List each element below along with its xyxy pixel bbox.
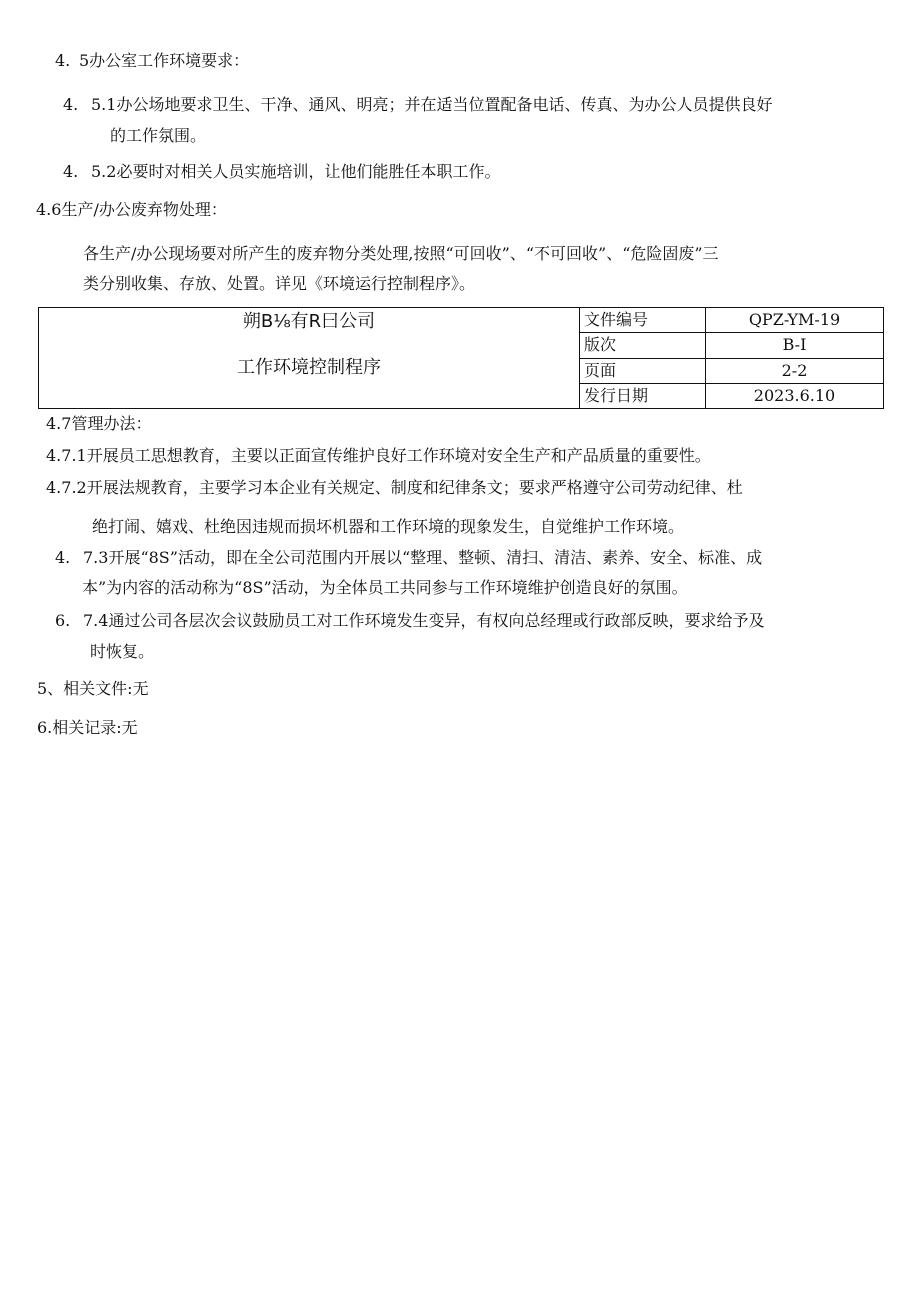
company-name: 朔B⅛有R曰公司 [242, 311, 376, 332]
section-4-5-1 [63, 95, 772, 115]
section-text: 7.4通过公司各层次会议鼓励员工对工作环境发生变异，有权向总经理或行政部反映，要求给予及 [83, 611, 765, 630]
section-number: 4. [63, 162, 79, 181]
section-text: 5.1办公场地要求卫生、干净、通风、明亮；并在适当位置配备电话、传真、为办公人员提供良好 [91, 95, 773, 114]
value-doc-number: QPZ-YM-19 [706, 308, 884, 333]
section-4-7-4-line2: 时恢复。 [90, 642, 155, 661]
section-4-7: 4.7管理办法： [46, 414, 152, 433]
label-version: 版次 [580, 333, 706, 358]
section-number: 4. [55, 51, 71, 70]
section-4-7-1: 4.7.1开展员工思想教育，主要以正面宣传维护良好工作环境对安全生产和产品质量的重要性。 [46, 446, 711, 465]
section-4-5 [55, 51, 249, 71]
value-issue-date: 2023.6.10 [706, 383, 884, 408]
section-5: 5、相关文件:无 [37, 679, 149, 698]
section-text: 5.2必要时对相关人员实施培训，让他们能胜任本职工作。 [91, 162, 501, 181]
label-page: 页面 [580, 358, 706, 383]
section-4-5-2 [63, 162, 500, 182]
section-4-7-2-line1: 4.7.2开展法规教育，主要学习本企业有关规定、制度和纪律条文；要求严格遵守公司劳动纪律、杜 [46, 478, 743, 497]
section-text: 5办公室工作环境要求： [79, 51, 250, 70]
section-4-6: 4.6生产/办公废弃物处理： [36, 200, 227, 219]
document-title: 工作环境控制程序 [237, 357, 381, 378]
section-4-7-3-line2: 本”为内容的活动称为“8S”活动，为全体员工共同参与工作环境维护创造良好的氛围。 [82, 578, 688, 597]
section-number: 6. [55, 611, 71, 630]
section-4-7-2-line2: 绝打闹、嬉戏、杜绝因违规而损坏机器和工作环境的现象发生，自觉维护工作环境。 [92, 517, 685, 536]
value-page: 2-2 [706, 358, 884, 383]
section-4-5-1-cont: 的工作氛围。 [110, 126, 207, 145]
section-6: 6.相关记录:无 [37, 718, 138, 737]
label-doc-number: 文件编号 [580, 308, 706, 333]
section-4-6-body-line2: 类分别收集、存放、处置。详见《环境运行控制程序》。 [83, 274, 476, 293]
section-text: 7.3开展“8S”活动，即在全公司范围内开展以“整理、整顿、清扫、清洁、素养、安全、标准、成 [83, 548, 763, 567]
section-number: 4. [55, 548, 71, 567]
section-number: 4. [63, 95, 79, 114]
value-version: B-I [706, 333, 884, 358]
section-4-7-4 [55, 611, 764, 631]
section-4-7-3 [55, 548, 762, 568]
document-header-table [38, 307, 884, 409]
section-4-6-body-line1: 各生产/办公现场要对所产生的废弃物分类处理,按照“可回收”、“不可回收”、“危险固废”三 [83, 244, 719, 263]
label-issue-date: 发行日期 [580, 383, 706, 408]
header-title-cell [39, 308, 580, 409]
